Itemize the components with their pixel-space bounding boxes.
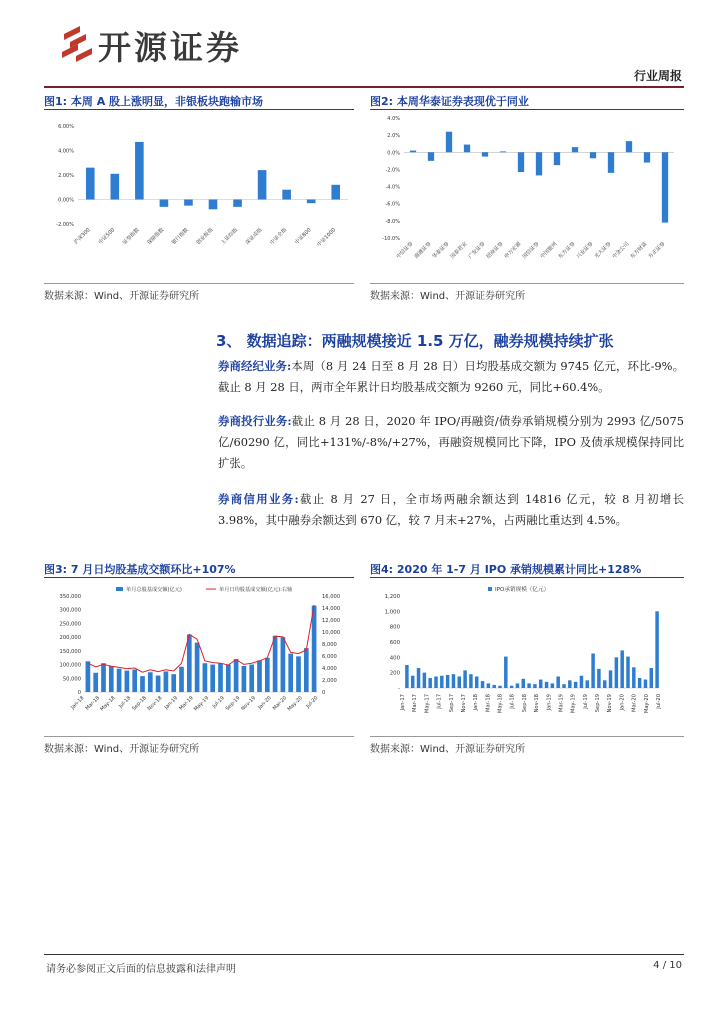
bar xyxy=(655,611,658,688)
bar xyxy=(304,648,309,692)
y2-tick-label: 16,000 xyxy=(322,594,341,600)
fig2-chart xyxy=(370,112,684,280)
bar xyxy=(551,683,554,688)
bar xyxy=(533,684,536,688)
x-tick-label: May-19 xyxy=(570,694,577,714)
bar xyxy=(590,152,596,158)
bar xyxy=(492,685,495,688)
paragraph-brokerage-text: 本周（8 月 24 日至 8 月 28 日）日均股基成交额为 9745 亿元，环比-9%。截止 8 月 28 日，两市全年累计日均股基成交额为 9260 元，同比+60.4%。 xyxy=(218,359,684,394)
x-tick-label: May-18 xyxy=(99,695,117,713)
footer-rule xyxy=(44,954,684,955)
x-tick-label: 广发证券 xyxy=(467,241,487,261)
bar xyxy=(148,672,153,692)
x-tick-label: Jan-19 xyxy=(546,694,553,711)
y-tick-label: 2.0% xyxy=(387,133,400,140)
bar xyxy=(609,670,612,688)
x-tick-label: Jan-18 xyxy=(473,694,480,711)
bar xyxy=(572,147,578,152)
bar xyxy=(650,668,653,688)
y2-tick-label: 14,000 xyxy=(322,606,341,612)
paragraph-credit xyxy=(218,489,684,531)
x-tick-label: Sep-18 xyxy=(131,695,148,712)
bar xyxy=(603,680,606,688)
x-tick-label: May-20 xyxy=(286,695,304,713)
bar xyxy=(218,663,223,692)
bar xyxy=(644,680,647,688)
fig1-chart xyxy=(44,112,354,280)
x-tick-label: Jul-18 xyxy=(117,695,133,710)
bar xyxy=(156,676,161,692)
y-tick-label: 150,000 xyxy=(59,648,81,655)
x-tick-label: Jan-20 xyxy=(619,694,626,711)
bar xyxy=(234,659,239,692)
fig4-source: 数据来源：Wind、开源证券研究所 xyxy=(370,744,526,755)
bar xyxy=(591,654,594,689)
series-line xyxy=(88,605,314,672)
bar xyxy=(423,673,426,688)
bar xyxy=(307,200,316,204)
x-tick-label: Sep-17 xyxy=(448,694,455,713)
y-tick-label: 200 xyxy=(389,670,400,677)
paragraph-brokerage-label: 券商经纪业务: xyxy=(218,359,292,373)
paragraph-ibanking xyxy=(218,411,684,474)
bar xyxy=(498,686,501,688)
x-tick-label: Jan-17 xyxy=(400,694,406,711)
bar xyxy=(516,683,519,688)
bar xyxy=(487,683,490,688)
bar xyxy=(117,669,122,692)
bar xyxy=(475,677,478,689)
y-tick-label: 2.00% xyxy=(58,173,74,179)
y-tick-label: 400 xyxy=(389,655,400,662)
fig1-title: 图1: 本周 A 股上涨明显，非银板块跑输市场 xyxy=(44,95,264,108)
y-tick-label: 1,200 xyxy=(384,594,400,600)
x-tick-label: Mar-19 xyxy=(178,695,195,712)
x-tick-label: 海通证券 xyxy=(413,241,433,261)
fig1-source: 数据来源：Wind、开源证券研究所 xyxy=(44,291,200,302)
x-tick-label: 沪深300 xyxy=(73,227,92,246)
x-tick-label: 光大证券 xyxy=(593,241,613,261)
bar xyxy=(597,669,600,688)
bar xyxy=(536,152,542,175)
section-title: 3、 数据追踪：两融规模接近 1.5 万亿，融券规模持续扩张 xyxy=(216,332,614,350)
x-tick-label: 中证500 xyxy=(97,227,117,246)
paragraph-brokerage xyxy=(218,356,684,398)
x-tick-label: 深证成指 xyxy=(244,227,264,247)
x-tick-label: Mar-19 xyxy=(558,694,565,712)
fig4-title: 图4: 2020 年 1-7 月 IPO 承销规模累计同比+128% xyxy=(370,563,642,576)
bar xyxy=(164,671,169,692)
bar xyxy=(226,665,231,692)
bar xyxy=(209,200,218,210)
bar xyxy=(242,666,247,692)
bar xyxy=(662,152,668,222)
bar xyxy=(428,678,431,688)
bar xyxy=(556,677,559,689)
bar xyxy=(527,683,530,688)
fig4-title-rule xyxy=(370,577,684,578)
report-type: 行业周报 xyxy=(633,69,682,83)
x-tick-label: 中证800 xyxy=(294,227,313,246)
y-tick-label: 1,000 xyxy=(384,609,400,616)
bar xyxy=(125,671,130,692)
bar xyxy=(463,670,466,688)
bar xyxy=(574,682,577,688)
fig4-source-rule xyxy=(370,736,684,737)
y2-tick-label: 4,000 xyxy=(322,666,337,672)
x-tick-label: Jul-19 xyxy=(582,694,589,709)
y-tick-label: - xyxy=(398,686,400,692)
bar xyxy=(265,658,270,692)
x-tick-label: Jan-19 xyxy=(163,695,180,711)
bar xyxy=(608,152,614,173)
bar xyxy=(273,636,278,692)
bar xyxy=(405,665,408,688)
x-tick-label: 招商证券 xyxy=(485,241,505,261)
x-tick-label: 东方财富 xyxy=(629,241,649,261)
bar xyxy=(481,681,484,688)
bar xyxy=(644,152,650,162)
x-tick-label: Nov-19 xyxy=(240,695,258,712)
bar xyxy=(111,174,120,200)
x-tick-label: Nov-18 xyxy=(534,694,541,713)
bar xyxy=(510,686,513,688)
y2-tick-label: 12,000 xyxy=(322,618,341,624)
bar xyxy=(464,145,470,153)
x-tick-label: Sep-19 xyxy=(224,695,242,712)
bar xyxy=(203,663,208,692)
paragraph-credit-label: 券商信用业务: xyxy=(218,492,299,506)
x-tick-label: 华泰证券 xyxy=(431,241,451,261)
y-tick-label: 4.00% xyxy=(58,148,74,155)
legend-label: 单月总股基成交额(亿元) xyxy=(126,587,182,593)
x-tick-label: 国信证券 xyxy=(521,241,541,261)
bar xyxy=(446,132,452,153)
bar xyxy=(522,679,525,688)
fig3-chart xyxy=(44,582,354,734)
bar xyxy=(171,674,176,692)
y-tick-label: -2.00% xyxy=(56,222,74,228)
y-tick-label: 350,000 xyxy=(59,594,81,600)
x-tick-label: 国泰君安 xyxy=(449,241,469,261)
bar xyxy=(410,151,416,153)
x-tick-label: 中证1000 xyxy=(316,227,338,249)
fig1-source-rule xyxy=(44,283,354,284)
bar xyxy=(195,643,200,692)
bar xyxy=(257,660,262,692)
bar xyxy=(281,637,286,692)
bar xyxy=(469,674,472,688)
x-tick-label: 银行指数 xyxy=(170,227,190,247)
x-tick-label: 上证综指 xyxy=(220,227,239,247)
fig3-source-rule xyxy=(44,736,354,737)
legend-label: IPO承销规模（亿元） xyxy=(495,587,550,593)
company-name: 开源证券 xyxy=(98,28,242,67)
y2-tick-label: 6,000 xyxy=(322,654,337,660)
bar xyxy=(249,665,254,692)
paragraph-ibanking-text: 截止 8 月 28 日，2020 年 IPO/再融资/债券承销规模分别为 2993 亿/5075 亿/60290 亿，同比+131%/-8%/+27%，再融资规模同比下降，IPO 及债承规模保持同比扩张。 xyxy=(218,414,684,470)
x-tick-label: Mar-20 xyxy=(271,695,289,712)
bar xyxy=(500,151,506,152)
x-tick-label: Sep-18 xyxy=(521,694,528,713)
bar xyxy=(620,650,623,688)
legend-label: 单月日均股基成交额(亿元):右轴 xyxy=(219,587,293,593)
y2-tick-label: 10,000 xyxy=(322,630,341,636)
bar xyxy=(568,680,571,688)
y-tick-label: 0.00% xyxy=(58,197,74,204)
bar xyxy=(417,668,420,688)
bar xyxy=(86,661,91,692)
bar xyxy=(86,168,95,200)
x-tick-label: Jul-17 xyxy=(436,694,443,709)
y-tick-label: 4.0% xyxy=(387,116,400,122)
legend-swatch-bar xyxy=(116,587,123,591)
fig2-title: 图2: 本周华泰证券表现优于同业 xyxy=(370,95,529,108)
y2-tick-label: 0 xyxy=(322,690,326,696)
legend-swatch-bar xyxy=(488,587,492,591)
fig2-title-rule xyxy=(370,109,684,110)
y-tick-label: 800 xyxy=(389,624,400,631)
y-tick-label: 50,000 xyxy=(62,676,81,683)
x-tick-label: Jan-20 xyxy=(257,695,273,711)
paragraph-ibanking-label: 券商投行业务: xyxy=(218,414,292,428)
footer-disclaimer: 请务必参阅正文后面的信息披露和法律声明 xyxy=(46,964,236,975)
y-tick-label: 250,000 xyxy=(59,621,81,628)
x-tick-label: 证券指数 xyxy=(121,227,141,247)
y-tick-label: 300,000 xyxy=(59,607,81,614)
bar xyxy=(545,682,548,688)
y2-tick-label: 8,000 xyxy=(322,642,337,648)
x-tick-label: May-17 xyxy=(424,694,431,714)
x-tick-label: 中证全指 xyxy=(269,227,289,247)
bar xyxy=(632,667,635,688)
page-number: 4 / 10 xyxy=(653,960,682,971)
y-tick-label: -4.0% xyxy=(385,184,400,191)
y-tick-label: 0.0% xyxy=(387,150,400,157)
fig1-title-rule xyxy=(44,109,354,110)
x-tick-label: May-20 xyxy=(643,694,650,714)
bar xyxy=(233,200,242,207)
bar xyxy=(586,680,589,688)
y2-tick-label: 2,000 xyxy=(322,678,337,684)
x-tick-label: Jul-19 xyxy=(211,695,226,710)
x-tick-label: Mar-20 xyxy=(631,694,638,712)
fig2-source: 数据来源：Wind、开源证券研究所 xyxy=(370,291,526,302)
y-tick-label: -8.0% xyxy=(385,218,400,225)
y-tick-label: 100,000 xyxy=(59,662,81,669)
bar xyxy=(434,677,437,689)
x-tick-label: 中信证券 xyxy=(395,241,415,261)
bar xyxy=(132,670,137,692)
bar xyxy=(411,676,414,688)
x-tick-label: 中金公司 xyxy=(611,241,631,261)
bar xyxy=(109,666,114,692)
y-tick-label: -2.0% xyxy=(385,167,400,174)
bar xyxy=(428,152,434,161)
fig3-title: 图3: 7 月日均股基成交额环比+107% xyxy=(44,563,236,576)
bar xyxy=(296,656,301,692)
x-tick-label: 东方证券 xyxy=(557,241,577,261)
bar xyxy=(331,185,340,200)
bar xyxy=(482,152,488,156)
x-tick-label: 兴业证券 xyxy=(575,241,595,261)
fig2-source-rule xyxy=(370,283,684,284)
y-tick-label: -10.0% xyxy=(382,236,400,242)
fig3-title-rule xyxy=(44,577,354,578)
header-rule xyxy=(44,86,684,88)
bar xyxy=(504,657,507,688)
bar xyxy=(638,678,641,688)
bar xyxy=(140,676,145,692)
x-tick-label: Mar-17 xyxy=(412,694,419,712)
x-tick-label: Jul-20 xyxy=(305,695,320,710)
bar xyxy=(312,606,317,692)
x-tick-label: Mar-18 xyxy=(485,694,492,712)
x-tick-label: 申万宏源 xyxy=(503,241,523,261)
y-tick-label: 6.00% xyxy=(58,124,74,130)
x-tick-label: Jul-20 xyxy=(656,694,662,709)
bar xyxy=(440,676,443,688)
bar xyxy=(446,675,449,688)
paragraph-credit-text: 截止 8 月 27 日，全市场两融余额达到 14816 亿元，较 8 月初增长 3.98%，其中融券余额达到 670 亿，较 7 月末+27%，占两融比重达到 4.5%。 xyxy=(218,492,684,527)
y-tick-label: 200,000 xyxy=(59,635,81,642)
bar xyxy=(458,677,461,689)
fig3-source: 数据来源：Wind、开源证券研究所 xyxy=(44,744,200,755)
bar xyxy=(101,663,106,692)
x-tick-label: Nov-17 xyxy=(460,694,467,713)
bar xyxy=(580,676,583,688)
bar xyxy=(452,674,455,688)
x-tick-label: Jan-18 xyxy=(69,695,86,711)
x-tick-label: May-19 xyxy=(192,695,211,713)
x-tick-label: Sep-19 xyxy=(595,694,602,713)
bar xyxy=(160,200,169,207)
bar xyxy=(615,657,618,688)
x-tick-label: Jul-18 xyxy=(509,694,516,709)
bar xyxy=(562,684,565,688)
y-tick-label: 600 xyxy=(389,640,400,646)
bar xyxy=(258,170,267,199)
x-tick-label: 方正证券 xyxy=(647,241,667,261)
bar xyxy=(135,142,144,200)
x-tick-label: 中国银河 xyxy=(539,241,559,261)
fig4-chart xyxy=(370,582,684,734)
bar xyxy=(288,654,293,692)
bar xyxy=(518,152,524,172)
bar xyxy=(93,673,98,692)
bar xyxy=(554,152,560,165)
bar xyxy=(210,665,215,692)
y-tick-label: -6.0% xyxy=(385,201,400,208)
x-tick-label: Nov-19 xyxy=(607,694,614,713)
x-tick-label: Mar-18 xyxy=(84,695,102,712)
bar xyxy=(539,680,542,688)
bar xyxy=(282,190,291,200)
x-tick-label: 保险指数 xyxy=(146,227,166,247)
bar xyxy=(626,657,629,688)
bar xyxy=(626,141,632,152)
bar xyxy=(184,200,193,206)
x-tick-label: May-18 xyxy=(497,694,504,714)
y-tick-label: 0 xyxy=(77,690,81,696)
x-tick-label: Nov-18 xyxy=(146,695,164,712)
bar xyxy=(187,634,192,692)
x-tick-label: 创业板指 xyxy=(195,227,215,247)
bar xyxy=(179,667,184,692)
